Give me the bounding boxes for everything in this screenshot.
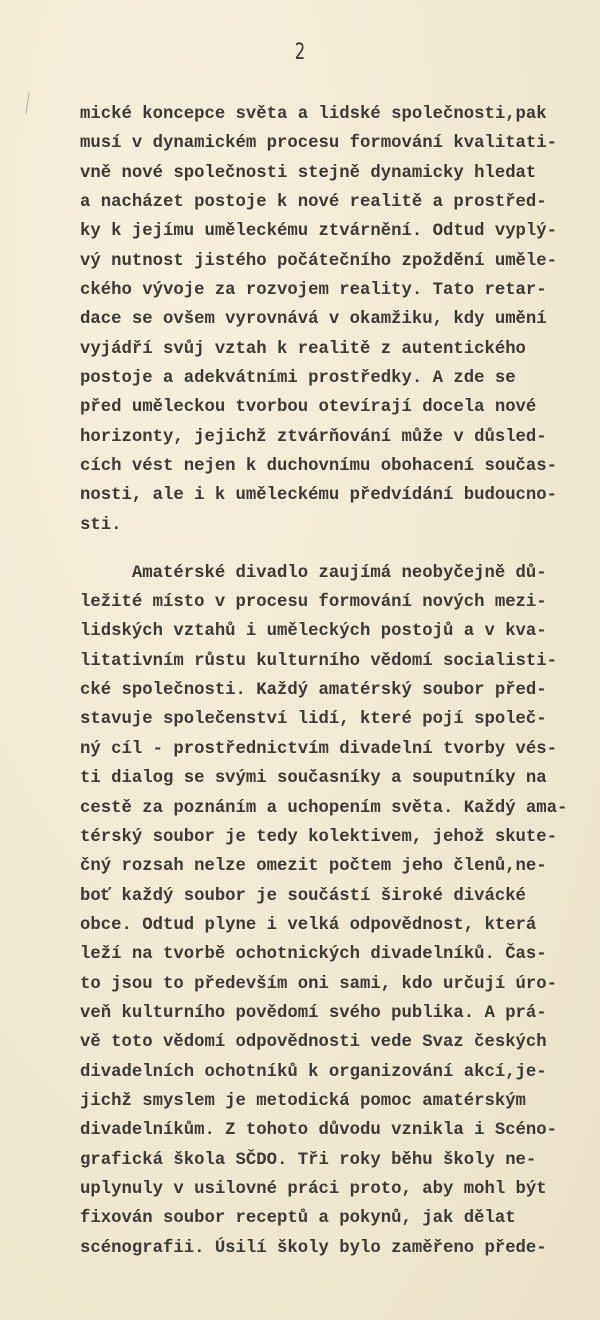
text-line: jichž smyslem je metodická pomoc amatérským [80,1091,526,1111]
text-line: ti dialog se svými současníky a souputníky na [80,769,547,789]
text-line: dace se ovšem vyrovnává v okamžiku, kdy umění [80,310,547,330]
text-line: ckého vývoje za rozvojem reality. Tato retar- [80,281,547,301]
text-line: postoje a adekvátními prostředky. A zde se [80,369,516,389]
text-line: scénografii. Úsilí školy bylo zaměřeno přede- [80,1238,547,1258]
text-line: ležité místo v procesu formování nových mezi- [80,593,547,613]
text-line: Amatérské divadlo zaujímá neobyčejně dů- [80,563,547,583]
text-line: cestě za poznáním a uchopením světa. Každý ama- [80,798,568,818]
text-line: stavuje společenství lidí, které pojí společ- [80,710,547,730]
text-line: musí v dynamickém procesu formování kvalitati- [80,134,558,154]
text-line: čný rozsah nelze omezit počtem jeho členů,ne- [80,857,547,877]
paragraph-2 [80,559,580,1263]
text-line: divadelníkům. Z tohoto důvodu vznikla i Scéno- [80,1121,558,1141]
text-line: boť každý soubor je součástí široké divácké [80,886,526,906]
text-line: cích vést nejen k duchovnímu obohacení součas- [80,457,558,477]
text-line: térský soubor je tedy kolektivem, jehož skute- [80,827,558,847]
text-line: litativním růstu kulturního vědomí socialisti- [80,651,558,671]
text-line: nosti, ale i k uměleckému předvídání budoucno- [80,486,558,506]
text-line: divadelních ochotníků k organizování akcí,je- [80,1062,547,1082]
text-line: uplynuly v usilovné práci proto, aby mohl být [80,1179,547,1199]
text-line: před uměleckou tvorbou otevírají docela nové [80,398,537,418]
text-line: ný cíl - prostřednictvím divadelní tvorby vés- [80,739,558,759]
text-line: sti. [80,515,122,535]
text-line: horizonty, jejichž ztvárňování může v důsled- [80,427,547,447]
body-text [80,100,580,1263]
text-line: vý nutnost jistého počátečního zpoždění uměle- [80,251,558,271]
page-number: 2 [294,40,306,65]
text-line: lidských vztahů i uměleckých postojů a v kva- [80,622,547,642]
text-line: grafická škola SČDO. Tři roky běhu školy ne- [80,1150,537,1170]
paragraph-1 [80,100,580,540]
text-line: vyjádří svůj vztah k realitě z autentického [80,339,526,359]
text-line: mické koncepce světa a lidské společnosti,pak [80,105,547,124]
text-line: leží na tvorbě ochotnických divadelníků. Čas- [80,945,547,965]
paper-edge-mark [25,92,29,114]
text-line: fixován soubor receptů a pokynů, jak dělat [80,1209,516,1229]
text-line: to jsou to především oni sami, kdo určují úro- [80,974,558,994]
text-line: obce. Odtud plyne i velká odpovědnost, která [80,915,537,935]
text-line: vně nové společnosti stejně dynamicky hledat [80,163,537,183]
text-line: ky k jejímu uměleckému ztvárnění. Odtud vyplý- [80,222,558,242]
text-line: veň kulturního povědomí svého publika. A prá- [80,1003,547,1023]
text-line: vě toto vědomí odpovědnosti vede Svaz českých [80,1033,547,1053]
text-line: cké společnosti. Každý amatérský soubor před- [80,681,547,701]
text-line: a nacházet postoje k nové realitě a prostřed- [80,193,547,213]
paragraph-gap [80,540,580,559]
